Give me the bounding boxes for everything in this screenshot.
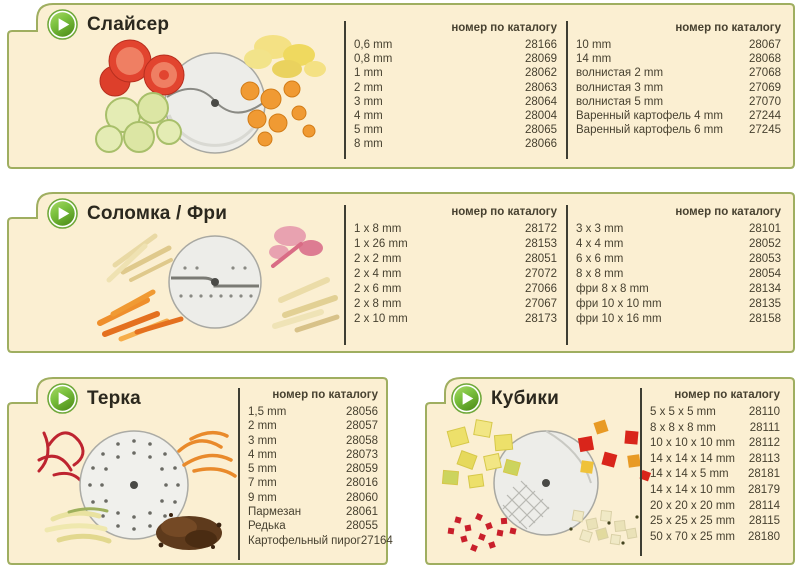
catalog-number: 28134: [749, 283, 781, 295]
catalog-number: 28180: [748, 530, 780, 543]
catalog-number: 27067: [525, 298, 557, 310]
catalog-rows: [650, 405, 780, 545]
table-row: [576, 38, 781, 52]
size-label: 2 mm: [354, 81, 383, 94]
table-row: [576, 297, 781, 312]
catalog-header: номер по каталогу: [451, 22, 557, 34]
size-label: 1 x 8 mm: [354, 223, 402, 235]
slicer-illustration: [85, 31, 345, 165]
play-icon: [47, 383, 78, 414]
catalog-number: 28066: [525, 138, 557, 151]
catalog-rows: [576, 38, 781, 137]
table-row: [248, 491, 378, 505]
size-label: 3 mm: [248, 434, 277, 447]
cutting-disc-graphic: [169, 236, 261, 328]
size-label: Варенный картофель 4 mm: [576, 110, 723, 123]
size-label: 5 mm: [248, 463, 277, 476]
catalog-number: 28059: [346, 463, 378, 476]
catalog-header: номер по каталогу: [272, 389, 378, 401]
table-row: [650, 467, 780, 483]
pale-dice-graphic: [569, 510, 638, 544]
table-row: [354, 109, 557, 123]
catalog-number: 28060: [346, 491, 378, 504]
table-row: [576, 109, 781, 123]
catalog-header: номер по каталогу: [675, 22, 781, 34]
table-row: [354, 66, 557, 80]
size-label: Картофельный пирог: [248, 534, 361, 547]
table-row: [650, 405, 780, 421]
section-title: Кубики: [491, 387, 559, 409]
catalog-number: 28158: [749, 313, 781, 325]
size-label: 14 x 14 x 10 mm: [650, 483, 736, 496]
size-label: 20 x 20 x 20 mm: [650, 499, 736, 512]
table-row: [354, 52, 557, 66]
table-row: [576, 222, 781, 237]
catalog-number: 28166: [525, 39, 557, 51]
catalog-number: 27072: [525, 268, 557, 280]
table-row: [576, 81, 781, 95]
table-row: [354, 282, 557, 297]
size-label: 10 x 10 x 10 mm: [650, 437, 736, 450]
play-icon: [451, 383, 482, 414]
size-label: Редька: [248, 520, 286, 533]
section-header: [47, 198, 227, 229]
table-row: [650, 499, 780, 515]
size-label: 0,6 mm: [354, 39, 393, 51]
section-panel-julienne: [7, 192, 795, 353]
section-header: [47, 383, 141, 414]
straw-sticks-graphic: [109, 236, 171, 280]
size-label: 3 mm: [354, 95, 383, 108]
section-panel-grater: [7, 377, 393, 565]
catalog-number: 28004: [525, 110, 557, 123]
size-label: 2 mm: [248, 420, 277, 433]
catalog-number: 28056: [346, 406, 378, 418]
catalog-number: 28101: [749, 223, 781, 235]
size-label: 25 x 25 x 25 mm: [650, 515, 736, 528]
table-row: [354, 267, 557, 282]
size-label: 3 x 3 mm: [576, 223, 624, 235]
size-label: 6 x 6 mm: [576, 253, 624, 265]
catalog-number: 28113: [748, 452, 780, 465]
catalog-number: 28110: [748, 406, 780, 418]
table-row: [354, 252, 557, 267]
julienne-illustration: [85, 220, 345, 348]
table-row: [248, 476, 378, 490]
table-row: [354, 38, 557, 52]
section-title: Соломка / Фри: [87, 202, 228, 224]
table-row: [650, 452, 780, 468]
catalog-number: 28057: [346, 420, 378, 433]
size-label: 2 x 2 mm: [354, 253, 402, 265]
play-icon: [47, 198, 78, 229]
table-row: [576, 282, 781, 297]
table-row: [248, 448, 378, 462]
catalog-number: 27164: [360, 534, 393, 547]
table-row: [650, 530, 780, 546]
catalog-number: 28051: [525, 253, 557, 265]
catalog-table: [344, 21, 563, 159]
catalog-number: 28111: [749, 421, 780, 434]
table-row: [576, 95, 781, 109]
catalog-number: 28067: [749, 39, 781, 51]
catalog-number: 27068: [749, 67, 781, 80]
size-label: 4 mm: [354, 110, 383, 123]
size-label: 10 mm: [576, 39, 612, 51]
play-icon: [47, 9, 78, 40]
dice-illustration: [431, 411, 661, 559]
beet-strips-graphic: [39, 433, 84, 485]
pink-blob-graphic: [269, 226, 323, 266]
table-row: [248, 434, 378, 448]
catalog-header: номер по каталогу: [451, 206, 557, 218]
catalog-number: 28058: [346, 434, 378, 447]
size-label: 8 x 8 x 8 mm: [650, 421, 716, 434]
table-row: [248, 462, 378, 476]
size-label: 14 x 14 x 14 mm: [650, 452, 736, 465]
catalog-number: 27070: [749, 95, 781, 108]
catalog-table: [344, 205, 563, 345]
catalog-number: 28069: [525, 53, 557, 66]
table-row: [650, 421, 780, 437]
size-label: волнистая 2 mm: [576, 67, 664, 80]
catalog-number: 27069: [749, 81, 781, 94]
size-label: 14 x 14 x 5 mm: [650, 468, 729, 481]
catalog-rows: [576, 222, 781, 327]
table-row: [354, 123, 557, 137]
size-label: Пармезан: [248, 506, 302, 519]
table-row: [248, 519, 378, 533]
catalog-number: 28135: [749, 298, 781, 310]
catalog-number: 28173: [525, 313, 557, 325]
catalog-number: 28053: [749, 253, 781, 265]
size-label: 14 mm: [576, 53, 612, 66]
table-row: [354, 222, 557, 237]
table-row: [650, 514, 780, 530]
catalog-rows: [354, 222, 557, 327]
section-panel-slicer: [7, 3, 795, 169]
catalog-table: [566, 205, 787, 345]
size-label: 2 x 4 mm: [354, 268, 402, 280]
size-label: 7 mm: [248, 477, 277, 490]
grater-illustration: [29, 415, 239, 559]
catalog-number: 27245: [749, 124, 781, 137]
catalog-number: 28172: [525, 223, 557, 235]
section-title: Слайсер: [87, 13, 170, 35]
table-row: [650, 436, 780, 452]
size-label: Варенный картофель 6 mm: [576, 124, 723, 137]
size-label: 1 mm: [354, 67, 383, 80]
table-row: [576, 267, 781, 282]
catalog-table: [640, 388, 786, 556]
table-row: [248, 419, 378, 433]
red-cubes-graphic: [448, 513, 517, 552]
table-row: [576, 52, 781, 66]
catalog-number: 28064: [525, 95, 557, 108]
table-row: [354, 297, 557, 312]
table-row: [576, 237, 781, 252]
table-row: [576, 252, 781, 267]
catalog-number: 28179: [748, 483, 780, 496]
catalog-number: 28068: [749, 53, 781, 66]
size-label: 50 x 70 x 25 mm: [650, 530, 736, 543]
table-row: [354, 137, 557, 151]
size-label: фри 10 x 10 mm: [576, 298, 662, 310]
catalog-number: 28016: [346, 477, 378, 490]
lettuce-graphic: [244, 35, 326, 78]
catalog-number: 28181: [748, 468, 780, 481]
potato-sticks-graphic: [275, 280, 337, 330]
catalog-number: 27066: [525, 283, 557, 295]
carrot-strips-graphic: [179, 433, 235, 476]
size-label: 0,8 mm: [354, 53, 393, 66]
size-label: фри 8 x 8 mm: [576, 283, 649, 295]
catalog-number: 28115: [748, 515, 780, 528]
size-label: 8 x 8 mm: [576, 268, 624, 280]
size-label: волнистая 3 mm: [576, 81, 664, 94]
catalog-number: 28061: [346, 506, 378, 519]
catalog-number: 28055: [346, 520, 378, 533]
section-header: [451, 383, 559, 414]
catalog-rows: [354, 38, 557, 152]
size-label: 5 mm: [354, 124, 383, 137]
size-label: фри 10 x 16 mm: [576, 313, 662, 325]
size-label: 9 mm: [248, 491, 277, 504]
catalog-number: 28063: [525, 81, 557, 94]
catalog-number: 27244: [749, 110, 781, 123]
table-row: [248, 505, 378, 519]
section-panel-dice: [425, 377, 795, 565]
size-label: волнистая 5 mm: [576, 95, 664, 108]
tomato-slices-graphic: [100, 40, 184, 96]
table-row: [354, 312, 557, 327]
catalog-number: 28062: [525, 67, 557, 80]
section-title: Терка: [87, 387, 141, 409]
table-row: [248, 405, 378, 419]
catalog-number: 28065: [525, 124, 557, 137]
table-row: [576, 66, 781, 80]
catalog-number: 28114: [748, 499, 780, 512]
size-label: 2 x 10 mm: [354, 313, 408, 325]
table-row: [576, 123, 781, 137]
catalog-number: 28153: [525, 238, 557, 250]
size-label: 2 x 8 mm: [354, 298, 402, 310]
catalog-header: номер по каталогу: [674, 389, 780, 401]
table-row: [354, 237, 557, 252]
catalog-header: номер по каталогу: [675, 206, 781, 218]
catalog-table: [238, 388, 393, 560]
size-label: 8 mm: [354, 138, 383, 151]
catalog-number: 28112: [748, 437, 780, 450]
table-row: [354, 81, 557, 95]
table-row: [650, 483, 780, 499]
catalog-number: 28052: [749, 238, 781, 250]
table-row: [354, 95, 557, 109]
catalog-table: [566, 21, 787, 159]
size-label: 5 x 5 x 5 mm: [650, 406, 716, 418]
section-header: [47, 9, 169, 40]
size-label: 4 x 4 mm: [576, 238, 624, 250]
size-label: 1,5 mm: [248, 406, 287, 418]
table-row: [576, 312, 781, 327]
catalog-number: 28054: [749, 268, 781, 280]
size-label: 2 x 6 mm: [354, 283, 402, 295]
carrot-sticks-graphic: [100, 292, 181, 339]
catalog-rows: [248, 405, 393, 548]
catalog-number: 28073: [346, 448, 378, 461]
table-row: [248, 534, 393, 548]
size-label: 4 mm: [248, 448, 277, 461]
size-label: 1 x 26 mm: [354, 238, 408, 250]
